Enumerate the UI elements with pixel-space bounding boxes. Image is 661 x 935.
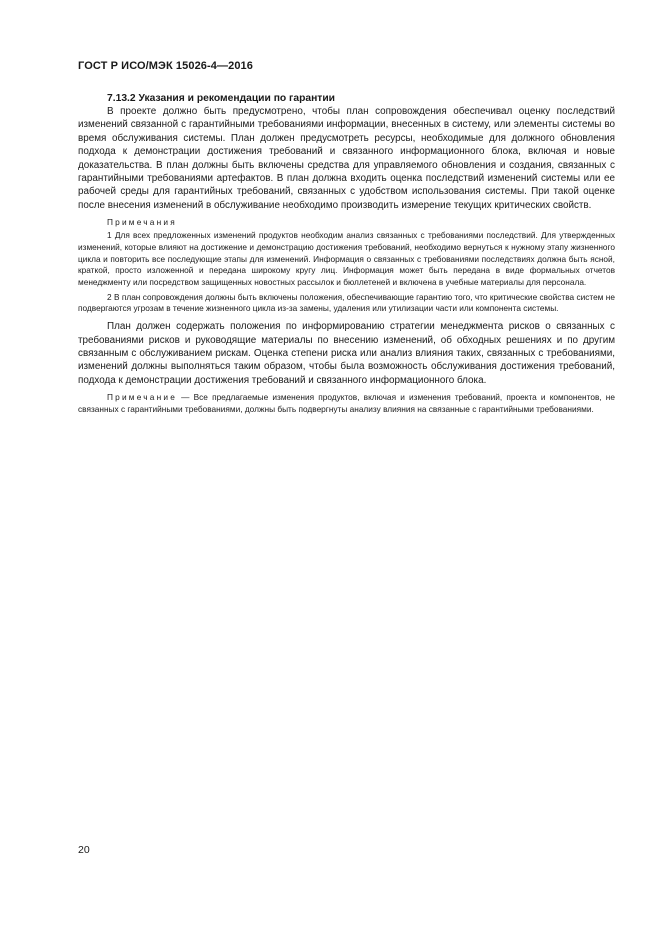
notes-heading: Примечания [107,217,177,228]
section-title: 7.13.2 Указания и рекомендации по гарантии [107,93,336,104]
second-paragraph: План должен содержать положения по информированию стратегии менеджмента рисков о связанных с требованиями рисков и руководящие материалы по внесению изменений, об обходных решениях и по другим связанным с обслуживанием рискам. Оценка степени риска или анализ влияния таких, связанных с требованиями, изменений должны выполняться таким образом, чтобы была возможность обслуживания достижения требований, подхода к демонстрации достижения требований и связанного информационного блока. [78,321,615,386]
main-paragraph: В проекте должно быть предусмотрено, чтобы план сопровождения обеспечивал оценку последствий изменений связанной с гарантийными требованиями информации, внесенных в систему, или элементы системы во время обслуживания системы. План должен предусмотреть ресурсы, необходимые для должного обновления подхода к демонстрации достижения требований и связанного информационного блока, включая и новые доказательства. В план должны быть включены средства для управляемого обновления и создания, связанных с гарантийными требованиями артефактов. В план должна входить оценка последствий изменений системы или ее рабочей среды для гарантийных требований, связанных с удобством использования системы. При такой оценке после внесения изменений в обслуживание необходимо производить измерение текущих критических свойств. [78,106,615,211]
note-1: 1 Для всех предложенных изменений продуктов необходим анализ связанных с требованиями последствий. Для утвержденных изменений, которые влияют на достижение и демонстрацию достижения требований, необходимо вернуться к нужному этапу жизненного цикла и повторить все последующие этапы для изменений. Информация о связанных с требованиями последствиях должна быть ясной, краткой, просто изложенной и передана широкому кругу лиц. Информация может быть передана в виде формальных отчетов менеджменту или посредством защищенных новостных рассылок и бюллетеней и включена в учебные материалы для персонала. [78,230,615,288]
page-number: 20 [78,844,90,856]
final-note [78,392,615,415]
page-content [78,92,615,416]
document-header: ГОСТ Р ИСО/МЭК 15026-4—2016 [78,60,253,72]
note-2: 2 В план сопровождения должны быть включены положения, обеспечивающие гарантию того, что критические свойства систем не подвергаются угрозам в течение жизненного цикла из-за замены, удаления или утилизации части или компонента системы. [78,291,615,314]
final-note-text: — Все предлагаемые изменения продуктов, включая и изменения требований, проекта и компонентов, не связанных с гарантийными требованиями, должны быть подвергнуты анализу влияния на связанные с гарантийными требованиями. [78,392,615,414]
final-note-label: Примечание [107,392,178,403]
